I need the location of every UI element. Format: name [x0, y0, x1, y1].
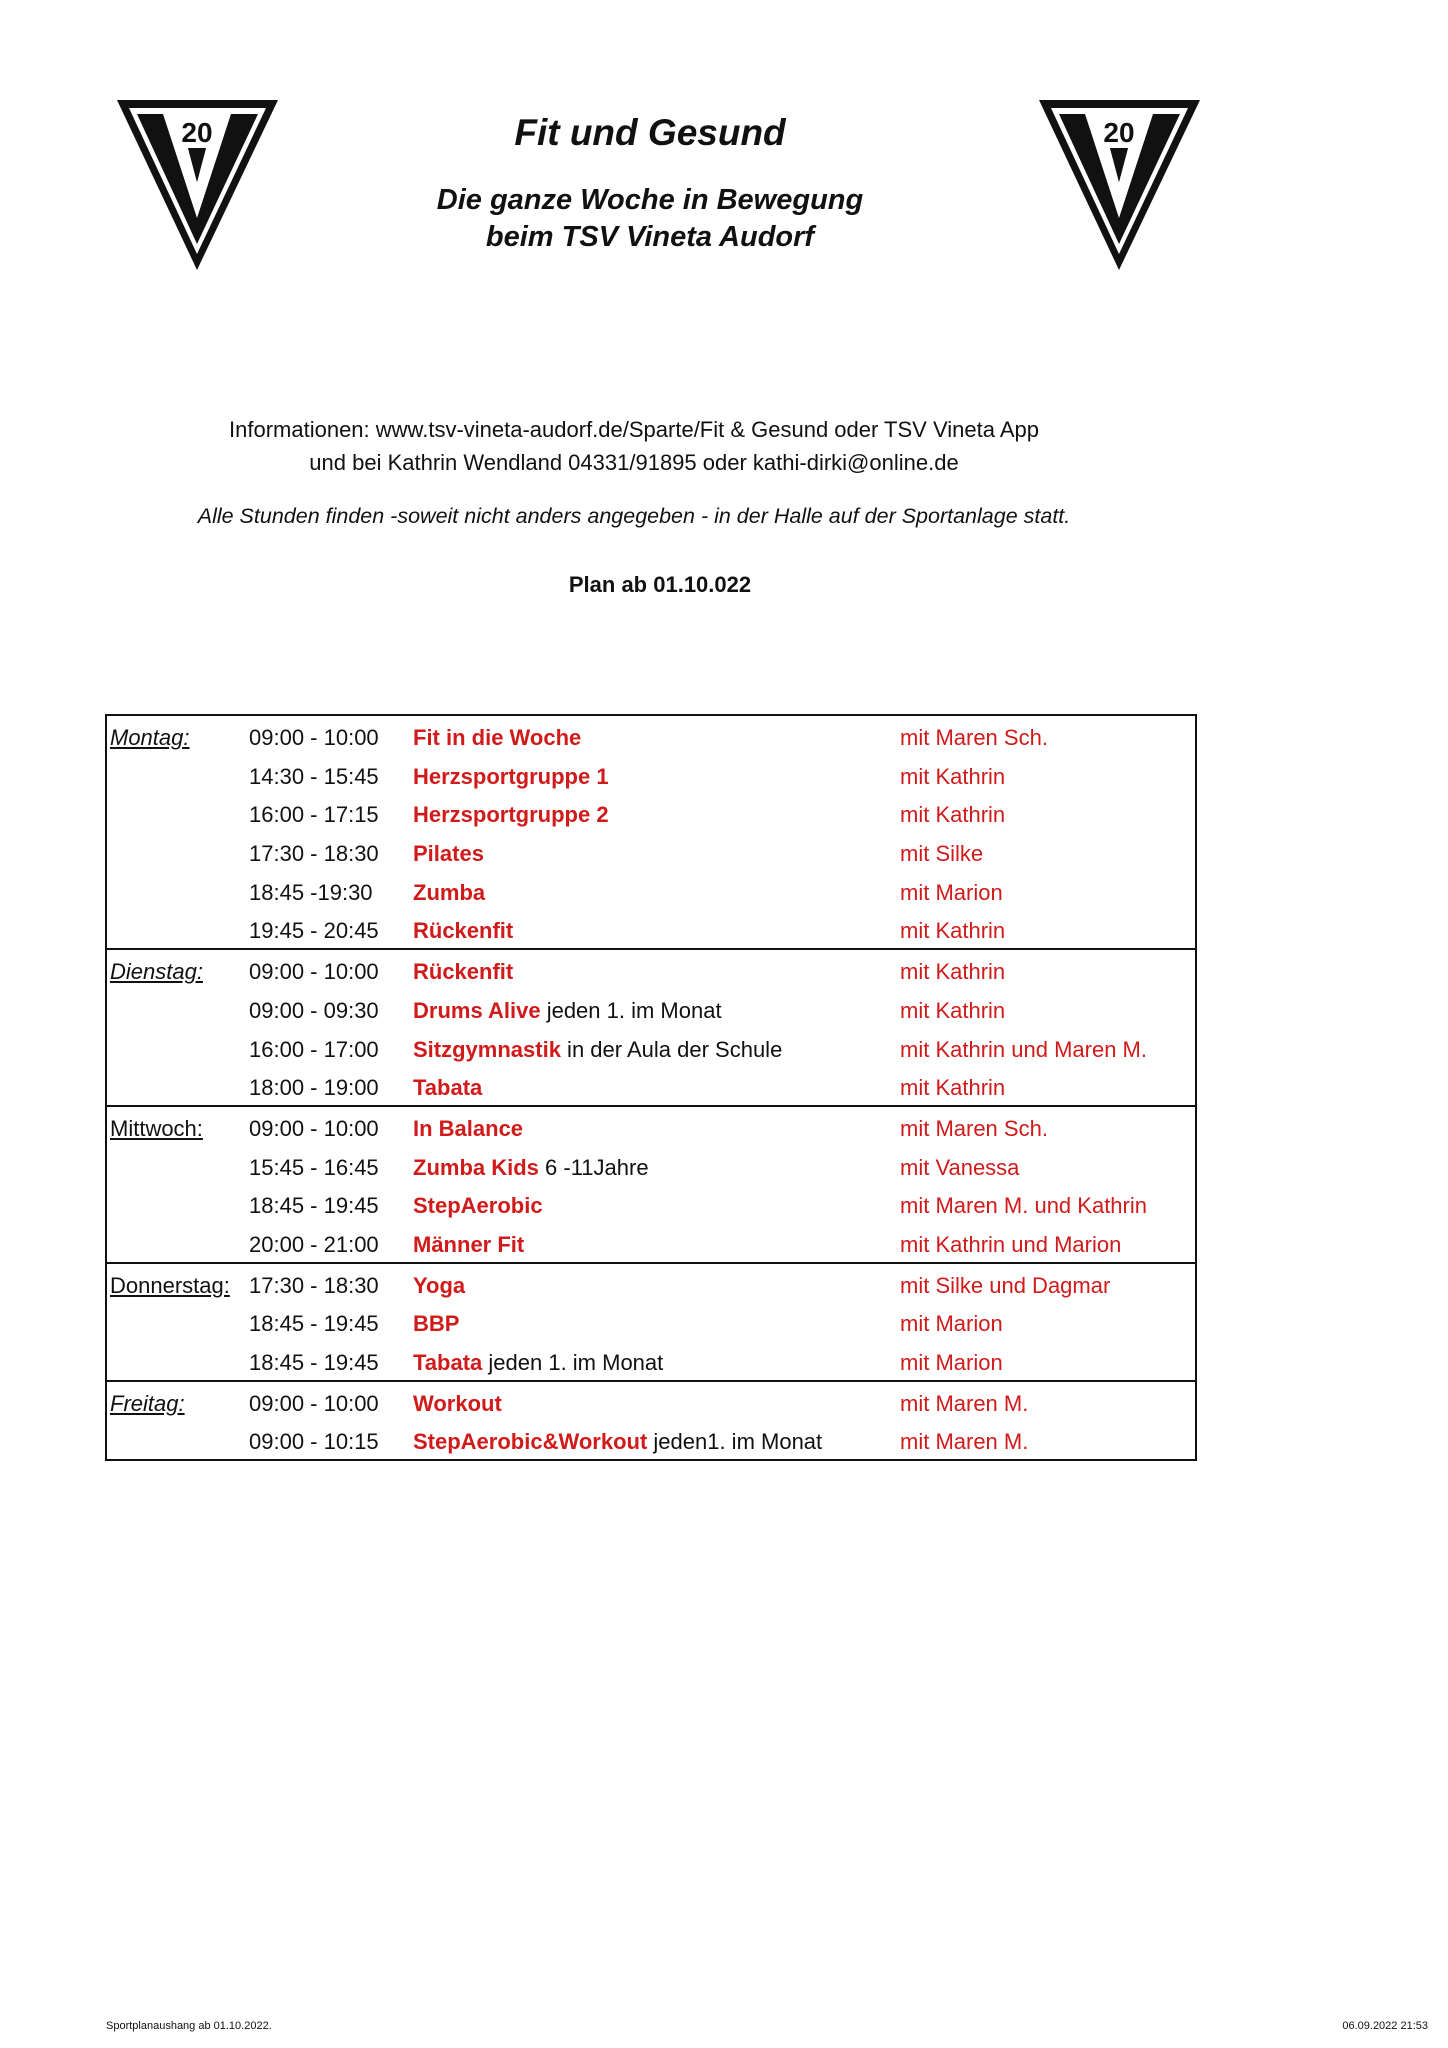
location-note: Alle Stunden finden -soweit nicht anders angegeben - in der Halle auf der Sportanlage statt. — [197, 504, 1071, 528]
trainer-name: mit Marion — [900, 1350, 1003, 1375]
course-cell — [413, 1193, 543, 1219]
course-note: 6 -11Jahre — [538, 1154, 649, 1180]
info-line-1: Informationen: www.tsv-vineta-audorf.de/Sparte/Fit & Gesund oder TSV Vineta App — [229, 417, 1039, 442]
trainer-name: mit Kathrin und Maren M. — [900, 1036, 1147, 1062]
course-cell — [413, 725, 581, 751]
time-range: 18:00 - 19:00 — [249, 1075, 379, 1101]
time-range: 09:00 - 10:00 — [249, 959, 379, 985]
time-range: 09:00 - 10:00 — [249, 1115, 379, 1141]
schedule-table — [105, 714, 1197, 1461]
course-cell — [413, 1037, 782, 1063]
schedule-row — [107, 989, 1195, 1028]
subtitle-line-1: Die ganze Woche in Bewegung — [436, 184, 864, 216]
day-label: Freitag: — [110, 1390, 185, 1416]
course-cell — [413, 1232, 524, 1258]
page-title: Fit und Gesund — [514, 112, 786, 153]
time-range: 09:00 - 09:30 — [249, 997, 379, 1023]
trainer-name: mit Maren M. — [900, 1429, 1029, 1455]
page-subtitle — [0, 182, 1300, 256]
course-note: jeden 1. im Monat — [482, 1350, 664, 1375]
trainer-name: mit Maren M. — [900, 1390, 1029, 1416]
schedule-row — [107, 1341, 1195, 1380]
trainer-name: mit Marion — [900, 879, 1003, 905]
schedule-row — [107, 1146, 1195, 1185]
schedule-row — [107, 1302, 1195, 1341]
course-cell — [413, 1350, 663, 1376]
trainer-name: mit Maren M. und Kathrin — [900, 1193, 1147, 1219]
course-cell — [413, 841, 484, 867]
time-range: 16:00 - 17:15 — [249, 802, 379, 828]
course-name: Yoga — [413, 1272, 466, 1298]
course-note: in der Aula der Schule — [560, 1036, 783, 1062]
schedule-row — [107, 832, 1195, 871]
course-cell — [413, 1391, 502, 1417]
course-name: Herzsportgruppe 1 — [413, 763, 609, 789]
schedule-row — [107, 871, 1195, 910]
schedule-row — [107, 1382, 1195, 1421]
trainer-name: mit Vanessa — [900, 1154, 1020, 1180]
trainer-name: mit Kathrin — [900, 997, 1006, 1023]
time-range: 17:30 - 18:30 — [249, 1272, 379, 1298]
trainer-name: mit Silke und Dagmar — [900, 1272, 1111, 1298]
schedule-row — [107, 909, 1195, 948]
course-name: Fit in die Woche — [413, 725, 582, 750]
course-name: StepAerobic — [413, 1193, 543, 1219]
day-group — [107, 1380, 1195, 1459]
schedule-row — [107, 1028, 1195, 1067]
trainer-name: mit Kathrin — [900, 918, 1006, 944]
course-note: jeden 1. im Monat — [540, 997, 722, 1023]
day-group — [107, 948, 1195, 1105]
course-name: Drums Alive — [413, 997, 541, 1023]
course-name: Pilates — [413, 841, 484, 867]
time-range: 20:00 - 21:00 — [249, 1231, 379, 1257]
day-group — [107, 716, 1195, 948]
trainer-name: mit Maren Sch. — [900, 1115, 1048, 1141]
time-range: 09:00 - 10:15 — [249, 1429, 379, 1455]
day-label: Montag: — [110, 725, 190, 750]
course-name: BBP — [413, 1311, 460, 1337]
trainer-name: mit Maren Sch. — [900, 725, 1048, 750]
time-range: 18:45 - 19:45 — [249, 1350, 379, 1375]
subtitle-line-2: beim TSV Vineta Audorf — [485, 221, 815, 253]
course-cell — [413, 802, 609, 828]
course-cell — [413, 1116, 523, 1142]
course-name: Tabata — [413, 1075, 483, 1101]
day-group — [107, 1105, 1195, 1262]
course-name: Zumba — [413, 879, 486, 905]
day-label: Dienstag: — [110, 959, 203, 985]
footer-right: 06.09.2022 21:53 — [1342, 2020, 1428, 2032]
time-range: 09:00 - 10:00 — [249, 725, 379, 750]
course-note: jeden1. im Monat — [647, 1429, 823, 1455]
time-range: 19:45 - 20:45 — [249, 918, 379, 944]
trainer-name: mit Silke — [900, 841, 984, 867]
schedule-row — [107, 755, 1195, 794]
course-cell — [413, 1311, 459, 1337]
logo-number-left: 20 — [181, 117, 213, 148]
trainer-name: mit Kathrin und Marion — [900, 1231, 1122, 1257]
course-cell — [413, 1155, 649, 1181]
info-block — [0, 413, 1268, 479]
course-cell — [413, 1075, 482, 1101]
schedule-row — [107, 1223, 1195, 1262]
schedule-row — [107, 1184, 1195, 1223]
footer-left: Sportplanaushang ab 01.10.2022. — [106, 2020, 272, 2032]
trainer-name: mit Marion — [900, 1311, 1003, 1337]
schedule-row — [107, 1264, 1195, 1303]
course-cell — [413, 1429, 822, 1455]
trainer-name: mit Kathrin — [900, 763, 1006, 789]
course-cell — [413, 959, 513, 985]
time-range: 16:00 - 17:00 — [249, 1036, 379, 1062]
trainer-name: mit Kathrin — [900, 959, 1006, 985]
course-name: Zumba Kids — [413, 1154, 539, 1180]
time-range: 18:45 - 19:45 — [249, 1193, 379, 1219]
course-name: In Balance — [413, 1115, 524, 1141]
course-name: Herzsportgruppe 2 — [413, 802, 609, 828]
time-range: 15:45 - 16:45 — [249, 1154, 379, 1180]
time-range: 17:30 - 18:30 — [249, 841, 379, 867]
logo-number-right: 20 — [1103, 117, 1135, 148]
schedule-row — [107, 950, 1195, 989]
course-name: StepAerobic&Workout — [413, 1429, 648, 1455]
trainer-name: mit Kathrin — [900, 802, 1006, 828]
course-name: Tabata — [413, 1350, 483, 1375]
course-cell — [413, 998, 722, 1024]
schedule-row — [107, 1066, 1195, 1105]
course-name: Sitzgymnastik — [413, 1036, 561, 1062]
schedule-row — [107, 1420, 1195, 1459]
course-name: Rückenfit — [413, 918, 514, 944]
trainer-name: mit Kathrin — [900, 1075, 1006, 1101]
plan-date: Plan ab 01.10.022 — [568, 572, 752, 597]
course-cell — [413, 764, 609, 790]
time-range: 18:45 - 19:45 — [249, 1311, 379, 1337]
course-cell — [413, 918, 513, 944]
time-range: 09:00 - 10:00 — [249, 1390, 379, 1416]
schedule-row — [107, 1107, 1195, 1146]
info-line-2: und bei Kathrin Wendland 04331/91895 oder kathi-dirki@online.de — [309, 450, 959, 475]
time-range: 18:45 -19:30 — [249, 879, 373, 905]
course-cell — [413, 1273, 465, 1299]
course-name: Männer Fit — [413, 1231, 525, 1257]
course-name: Workout — [413, 1390, 502, 1416]
day-label: Donnerstag: — [110, 1272, 230, 1298]
day-label: Mittwoch: — [110, 1115, 203, 1141]
day-group — [107, 1262, 1195, 1380]
course-cell — [413, 880, 485, 906]
schedule-row — [107, 793, 1195, 832]
schedule-row — [107, 716, 1195, 755]
course-name: Rückenfit — [413, 959, 514, 985]
time-range: 14:30 - 15:45 — [249, 763, 379, 789]
